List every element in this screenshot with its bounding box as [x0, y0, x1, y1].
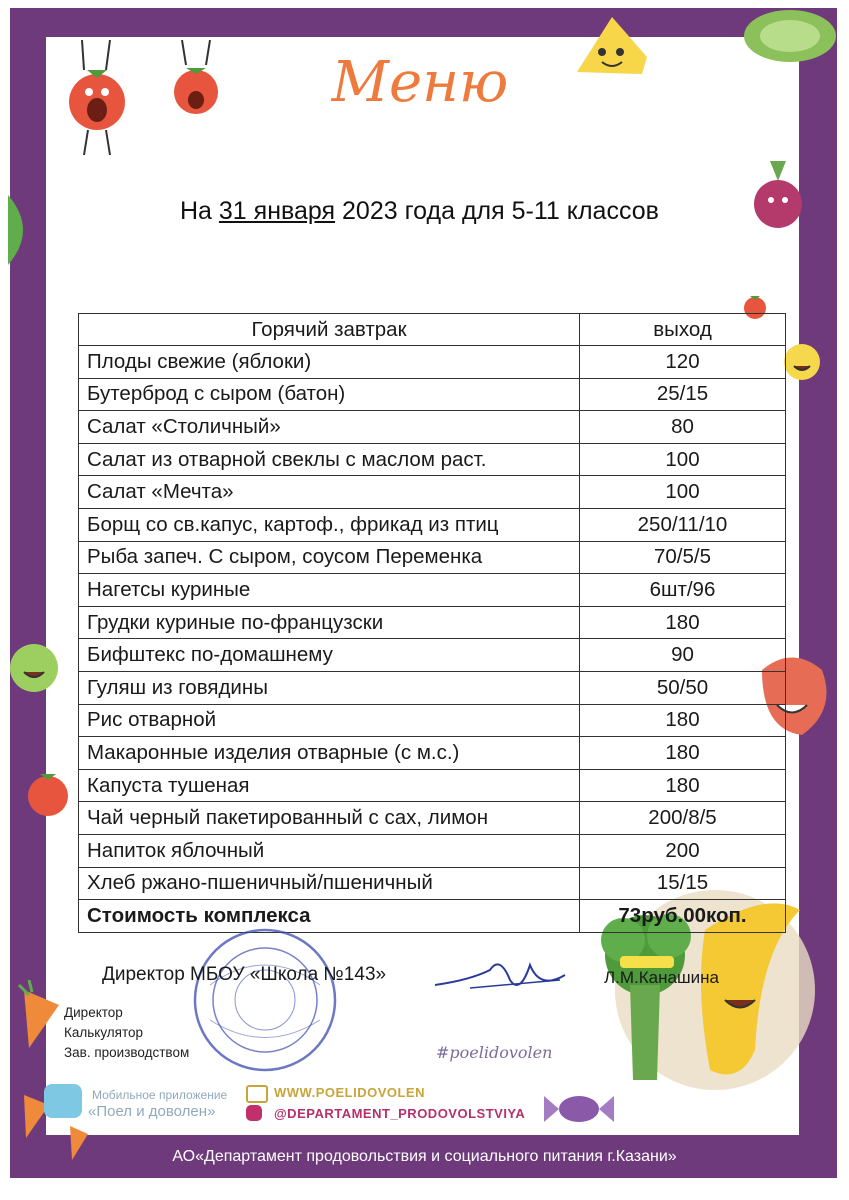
footer-organization: АО«Департамент продовольствия и социального питания г.Казани»	[172, 1148, 677, 1165]
table-row	[79, 541, 786, 574]
dish-name: Плоды свежие (яблоки)	[79, 346, 580, 379]
tomato-character-icon	[62, 40, 132, 160]
instagram-handle[interactable]: @DEPARTAMENT_PRODOVOLSTVIYA	[274, 1106, 526, 1121]
dish-yield: 80	[580, 411, 786, 444]
dish-name: Салат «Столичный»	[79, 411, 580, 444]
dish-yield: 70/5/5	[580, 541, 786, 574]
table-row	[79, 411, 786, 444]
total-label: Стоимость комплекса	[79, 900, 580, 933]
hashtag: #poelidovolen	[436, 1043, 553, 1062]
dish-yield: 200	[580, 834, 786, 867]
website-link[interactable]: WWW.POELIDOVOLEN	[274, 1085, 425, 1100]
role-director: Директор	[64, 1005, 123, 1020]
menu-subtitle	[180, 197, 659, 226]
tomato-character-icon	[168, 40, 224, 130]
signatory-roles	[64, 1003, 189, 1063]
dish-name: Рыба запеч. С сыром, соусом Переменка	[79, 541, 580, 574]
app-label-small: Мобильное приложение	[92, 1088, 228, 1102]
table-row	[79, 802, 786, 835]
table-row	[79, 476, 786, 509]
table-row	[79, 443, 786, 476]
table-row	[79, 574, 786, 607]
subtitle-date: 31 января	[218, 197, 336, 225]
dish-name: Макаронные изделия отварные (с м.с.)	[79, 737, 580, 770]
role-production-head: Зав. производством	[64, 1045, 190, 1060]
dish-name: Рис отварной	[79, 704, 580, 737]
role-calculator: Калькулятор	[64, 1025, 144, 1040]
dish-yield: 25/15	[580, 378, 786, 411]
web-icon	[246, 1085, 268, 1103]
director-line: Директор МБОУ «Школа №143»	[102, 964, 387, 985]
total-price: 73руб.00коп.	[580, 900, 786, 933]
dish-yield: 200/8/5	[580, 802, 786, 835]
dish-name: Нагетсы куриные	[79, 574, 580, 607]
dish-name: Гуляш из говядины	[79, 671, 580, 704]
leaf-icon	[8, 195, 38, 265]
table-row	[79, 867, 786, 900]
dish-yield: 180	[580, 704, 786, 737]
dish-name: Чай черный пакетированный с сах, лимон	[79, 802, 580, 835]
beet-character-icon	[748, 156, 808, 236]
dish-yield: 15/15	[580, 867, 786, 900]
dish-name: Борщ со св.капус, картоф., фрикад из птиц	[79, 508, 580, 541]
table-row	[79, 639, 786, 672]
dish-yield: 120	[580, 346, 786, 379]
candy-icon	[544, 1090, 614, 1128]
table-row	[79, 769, 786, 802]
dish-yield: 6шт/96	[580, 574, 786, 607]
dish-yield: 100	[580, 476, 786, 509]
table-row	[79, 508, 786, 541]
dish-yield: 100	[580, 443, 786, 476]
dish-yield: 50/50	[580, 671, 786, 704]
official-stamp-icon	[180, 925, 350, 1075]
subtitle-prefix: На	[180, 197, 219, 225]
table-header-row	[79, 314, 786, 346]
dish-name: Бутерброд с сыром (батон)	[79, 378, 580, 411]
cabbage-icon	[740, 8, 837, 68]
dish-yield: 250/11/10	[580, 508, 786, 541]
dish-yield: 180	[580, 737, 786, 770]
dish-yield: 90	[580, 639, 786, 672]
director-signature-icon	[430, 950, 570, 1000]
dish-yield: 180	[580, 769, 786, 802]
dish-name: Капуста тушеная	[79, 769, 580, 802]
mobile-app-icon	[44, 1084, 82, 1118]
app-label-name: «Поел и доволен»	[88, 1103, 216, 1120]
apple-character-icon	[6, 630, 62, 700]
column-header-dish: Горячий завтрак	[79, 314, 580, 346]
table-row	[79, 834, 786, 867]
page-title: Меню	[331, 50, 509, 115]
column-header-yield: выход	[580, 314, 786, 346]
carrot-character-icon	[14, 980, 64, 1050]
table-row	[79, 346, 786, 379]
dish-name: Салат «Мечта»	[79, 476, 580, 509]
dish-name: Салат из отварной свеклы с маслом раст.	[79, 443, 580, 476]
table-row	[79, 378, 786, 411]
director-name: Л.М.Канашина	[604, 968, 719, 987]
subtitle-suffix: 2023 года для 5-11 классов	[335, 197, 659, 225]
dish-name: Напиток яблочный	[79, 834, 580, 867]
table-row	[79, 737, 786, 770]
menu-table	[78, 313, 786, 933]
dish-yield: 180	[580, 606, 786, 639]
dish-name: Хлеб ржано-пшеничный/пшеничный	[79, 867, 580, 900]
smiley-fruit-icon	[782, 340, 822, 384]
cheese-character-icon	[572, 12, 652, 82]
tomato-character-icon	[24, 764, 72, 820]
dish-name: Бифштекс по-домашнему	[79, 639, 580, 672]
instagram-icon	[246, 1105, 262, 1121]
table-row	[79, 671, 786, 704]
dish-name: Грудки куриные по-французски	[79, 606, 580, 639]
table-row	[79, 704, 786, 737]
table-row	[79, 606, 786, 639]
